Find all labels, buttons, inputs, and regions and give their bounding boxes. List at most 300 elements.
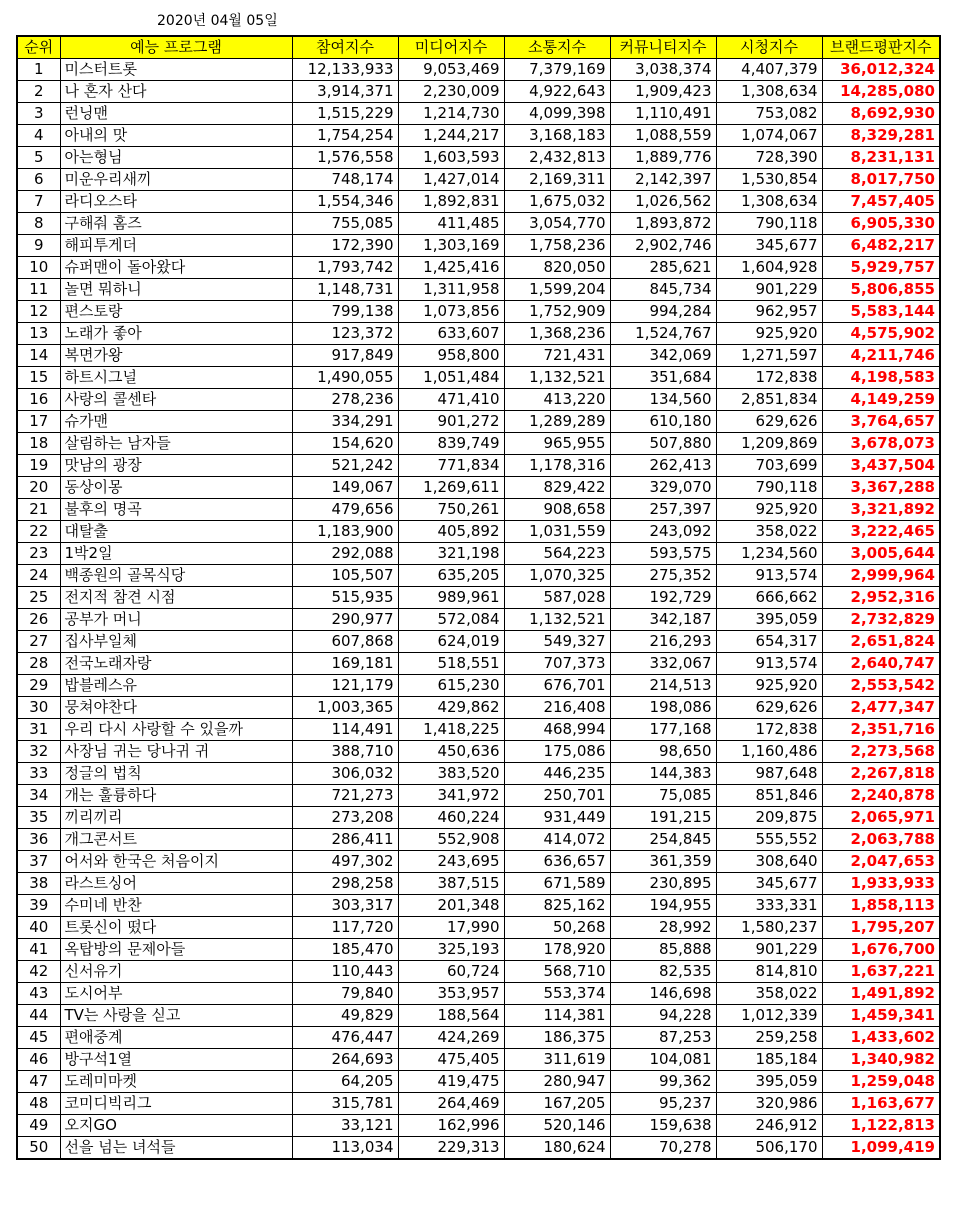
participation-cell: 1,003,365 <box>292 697 398 719</box>
brand-index-cell: 8,231,131 <box>822 147 940 169</box>
community-cell: 87,253 <box>610 1027 716 1049</box>
brand-index-cell: 2,553,542 <box>822 675 940 697</box>
brand-index-cell: 1,340,982 <box>822 1049 940 1071</box>
communication-cell: 820,050 <box>504 257 610 279</box>
media-cell: 958,800 <box>398 345 504 367</box>
table-row <box>17 323 940 345</box>
table-row <box>17 213 940 235</box>
participation-cell: 1,576,558 <box>292 147 398 169</box>
participation-cell: 521,242 <box>292 455 398 477</box>
community-cell: 329,070 <box>610 477 716 499</box>
communication-cell: 414,072 <box>504 829 610 851</box>
communication-cell: 721,431 <box>504 345 610 367</box>
rank-cell: 41 <box>17 939 60 961</box>
viewership-cell: 395,059 <box>716 1071 822 1093</box>
communication-cell: 50,268 <box>504 917 610 939</box>
table-row <box>17 675 940 697</box>
table-row <box>17 763 940 785</box>
viewership-cell: 308,640 <box>716 851 822 873</box>
participation-cell: 105,507 <box>292 565 398 587</box>
participation-cell: 149,067 <box>292 477 398 499</box>
rank-cell: 12 <box>17 301 60 323</box>
rank-cell: 1 <box>17 59 60 81</box>
rank-cell: 11 <box>17 279 60 301</box>
participation-cell: 476,447 <box>292 1027 398 1049</box>
viewership-cell: 728,390 <box>716 147 822 169</box>
community-cell: 2,142,397 <box>610 169 716 191</box>
table-row <box>17 477 940 499</box>
program-name-cell: 1박2일 <box>60 543 292 565</box>
header-row <box>17 36 940 59</box>
community-cell: 351,684 <box>610 367 716 389</box>
participation-cell: 79,840 <box>292 983 398 1005</box>
community-cell: 1,110,491 <box>610 103 716 125</box>
communication-cell: 175,086 <box>504 741 610 763</box>
viewership-cell: 1,580,237 <box>716 917 822 939</box>
media-cell: 321,198 <box>398 543 504 565</box>
viewership-cell: 851,846 <box>716 785 822 807</box>
program-name-cell: 집사부일체 <box>60 631 292 653</box>
program-name-cell: 끼리끼리 <box>60 807 292 829</box>
table-row <box>17 367 940 389</box>
media-cell: 1,269,611 <box>398 477 504 499</box>
communication-cell: 446,235 <box>504 763 610 785</box>
viewership-cell: 395,059 <box>716 609 822 631</box>
community-cell: 342,069 <box>610 345 716 367</box>
brand-index-cell: 2,065,971 <box>822 807 940 829</box>
participation-cell: 33,121 <box>292 1115 398 1137</box>
program-name-cell: 라디오스타 <box>60 191 292 213</box>
program-name-cell: 놀면 뭐하니 <box>60 279 292 301</box>
program-name-cell: 아내의 맛 <box>60 125 292 147</box>
rank-cell: 43 <box>17 983 60 1005</box>
table-row <box>17 279 940 301</box>
program-name-cell: 나 혼자 산다 <box>60 81 292 103</box>
program-name-cell: 슈퍼맨이 돌아왔다 <box>60 257 292 279</box>
program-name-cell: 전국노래자랑 <box>60 653 292 675</box>
rank-cell: 6 <box>17 169 60 191</box>
media-cell: 552,908 <box>398 829 504 851</box>
community-cell: 1,524,767 <box>610 323 716 345</box>
rank-cell: 37 <box>17 851 60 873</box>
rank-cell: 29 <box>17 675 60 697</box>
media-cell: 201,348 <box>398 895 504 917</box>
rank-cell: 28 <box>17 653 60 675</box>
program-name-cell: 백종원의 골목식당 <box>60 565 292 587</box>
participation-cell: 497,302 <box>292 851 398 873</box>
media-cell: 1,303,169 <box>398 235 504 257</box>
media-cell: 572,084 <box>398 609 504 631</box>
brand-index-cell: 4,149,259 <box>822 389 940 411</box>
brand-index-cell: 3,222,465 <box>822 521 940 543</box>
table-row <box>17 499 940 521</box>
communication-cell: 553,374 <box>504 983 610 1005</box>
brand-index-cell: 1,122,813 <box>822 1115 940 1137</box>
communication-cell: 707,373 <box>504 653 610 675</box>
rank-cell: 24 <box>17 565 60 587</box>
participation-cell: 1,754,254 <box>292 125 398 147</box>
program-name-cell: 도레미마켓 <box>60 1071 292 1093</box>
brand-index-cell: 6,905,330 <box>822 213 940 235</box>
communication-cell: 114,381 <box>504 1005 610 1027</box>
program-name-cell: 오지GO <box>60 1115 292 1137</box>
program-name-cell: 구해줘 홈즈 <box>60 213 292 235</box>
media-cell: 424,269 <box>398 1027 504 1049</box>
table-row <box>17 895 940 917</box>
table-row <box>17 631 940 653</box>
program-name-cell: 사장님 귀는 당나귀 귀 <box>60 741 292 763</box>
community-cell: 194,955 <box>610 895 716 917</box>
table-row <box>17 411 940 433</box>
table-row <box>17 147 940 169</box>
community-cell: 1,889,776 <box>610 147 716 169</box>
brand-index-cell: 2,351,716 <box>822 719 940 741</box>
community-cell: 332,067 <box>610 653 716 675</box>
viewership-cell: 246,912 <box>716 1115 822 1137</box>
brand-index-cell: 2,952,316 <box>822 587 940 609</box>
program-name-cell: 어서와 한국은 처음이지 <box>60 851 292 873</box>
viewership-cell: 172,838 <box>716 367 822 389</box>
communication-cell: 549,327 <box>504 631 610 653</box>
rank-cell: 42 <box>17 961 60 983</box>
brand-index-cell: 1,858,113 <box>822 895 940 917</box>
community-cell: 146,698 <box>610 983 716 1005</box>
participation-cell: 12,133,933 <box>292 59 398 81</box>
rank-cell: 15 <box>17 367 60 389</box>
media-cell: 243,695 <box>398 851 504 873</box>
media-cell: 9,053,469 <box>398 59 504 81</box>
table-row <box>17 345 940 367</box>
media-cell: 633,607 <box>398 323 504 345</box>
media-cell: 450,636 <box>398 741 504 763</box>
viewership-cell: 913,574 <box>716 653 822 675</box>
brand-index-cell: 2,240,878 <box>822 785 940 807</box>
table-row <box>17 741 940 763</box>
viewership-cell: 814,810 <box>716 961 822 983</box>
brand-index-cell: 2,732,829 <box>822 609 940 631</box>
brand-index-cell: 2,273,568 <box>822 741 940 763</box>
program-name-cell: 불후의 명곡 <box>60 499 292 521</box>
participation-cell: 123,372 <box>292 323 398 345</box>
media-cell: 17,990 <box>398 917 504 939</box>
community-cell: 192,729 <box>610 587 716 609</box>
communication-cell: 280,947 <box>504 1071 610 1093</box>
community-cell: 144,383 <box>610 763 716 785</box>
community-cell: 1,909,423 <box>610 81 716 103</box>
communication-cell: 3,054,770 <box>504 213 610 235</box>
rank-cell: 13 <box>17 323 60 345</box>
brand-index-cell: 2,651,824 <box>822 631 940 653</box>
media-cell: 1,073,856 <box>398 301 504 323</box>
participation-cell: 169,181 <box>292 653 398 675</box>
media-cell: 1,311,958 <box>398 279 504 301</box>
rank-cell: 31 <box>17 719 60 741</box>
table-row <box>17 653 940 675</box>
participation-cell: 64,205 <box>292 1071 398 1093</box>
rank-cell: 22 <box>17 521 60 543</box>
rank-cell: 14 <box>17 345 60 367</box>
viewership-cell: 1,530,854 <box>716 169 822 191</box>
table-row <box>17 917 940 939</box>
col-header-participation: 참여지수 <box>292 36 398 59</box>
communication-cell: 908,658 <box>504 499 610 521</box>
participation-cell: 114,491 <box>292 719 398 741</box>
viewership-cell: 4,407,379 <box>716 59 822 81</box>
community-cell: 94,228 <box>610 1005 716 1027</box>
brand-index-cell: 4,198,583 <box>822 367 940 389</box>
brand-index-cell: 2,267,818 <box>822 763 940 785</box>
program-name-cell: 우리 다시 사랑할 수 있을까 <box>60 719 292 741</box>
brand-index-cell: 1,676,700 <box>822 939 940 961</box>
media-cell: 475,405 <box>398 1049 504 1071</box>
media-cell: 839,749 <box>398 433 504 455</box>
program-name-cell: 옥탑방의 문제아들 <box>60 939 292 961</box>
viewership-cell: 987,648 <box>716 763 822 785</box>
program-name-cell: 도시어부 <box>60 983 292 1005</box>
program-name-cell: 뭉쳐야찬다 <box>60 697 292 719</box>
media-cell: 518,551 <box>398 653 504 675</box>
viewership-cell: 2,851,834 <box>716 389 822 411</box>
participation-cell: 755,085 <box>292 213 398 235</box>
rank-cell: 46 <box>17 1049 60 1071</box>
rank-cell: 2 <box>17 81 60 103</box>
media-cell: 1,427,014 <box>398 169 504 191</box>
col-header-rank: 순위 <box>17 36 60 59</box>
communication-cell: 1,132,521 <box>504 609 610 631</box>
viewership-cell: 1,604,928 <box>716 257 822 279</box>
rank-cell: 49 <box>17 1115 60 1137</box>
program-name-cell: 대탈출 <box>60 521 292 543</box>
table-row <box>17 389 940 411</box>
brand-index-cell: 8,017,750 <box>822 169 940 191</box>
participation-cell: 172,390 <box>292 235 398 257</box>
brand-index-cell: 36,012,324 <box>822 59 940 81</box>
program-name-cell: 정글의 법칙 <box>60 763 292 785</box>
brand-reputation-table <box>16 35 941 1160</box>
participation-cell: 286,411 <box>292 829 398 851</box>
media-cell: 325,193 <box>398 939 504 961</box>
table-row <box>17 103 940 125</box>
media-cell: 162,996 <box>398 1115 504 1137</box>
brand-index-cell: 1,637,221 <box>822 961 940 983</box>
community-cell: 85,888 <box>610 939 716 961</box>
viewership-cell: 666,662 <box>716 587 822 609</box>
col-header-brand-index: 브랜드평판지수 <box>822 36 940 59</box>
table-row <box>17 1049 940 1071</box>
table-row <box>17 873 940 895</box>
program-name-cell: 슈가맨 <box>60 411 292 433</box>
community-cell: 198,086 <box>610 697 716 719</box>
viewership-cell: 555,552 <box>716 829 822 851</box>
media-cell: 750,261 <box>398 499 504 521</box>
program-name-cell: 밥블레스유 <box>60 675 292 697</box>
viewership-cell: 259,258 <box>716 1027 822 1049</box>
media-cell: 1,051,484 <box>398 367 504 389</box>
participation-cell: 290,977 <box>292 609 398 631</box>
table-row <box>17 785 940 807</box>
rank-cell: 48 <box>17 1093 60 1115</box>
rank-cell: 33 <box>17 763 60 785</box>
brand-index-cell: 1,491,892 <box>822 983 940 1005</box>
community-cell: 214,513 <box>610 675 716 697</box>
viewership-cell: 1,209,869 <box>716 433 822 455</box>
communication-cell: 4,922,643 <box>504 81 610 103</box>
rank-cell: 3 <box>17 103 60 125</box>
communication-cell: 250,701 <box>504 785 610 807</box>
rank-cell: 20 <box>17 477 60 499</box>
table-row <box>17 1071 940 1093</box>
community-cell: 275,352 <box>610 565 716 587</box>
brand-index-cell: 2,063,788 <box>822 829 940 851</box>
communication-cell: 3,168,183 <box>504 125 610 147</box>
participation-cell: 1,515,229 <box>292 103 398 125</box>
communication-cell: 1,289,289 <box>504 411 610 433</box>
program-name-cell: 개그콘서트 <box>60 829 292 851</box>
participation-cell: 303,317 <box>292 895 398 917</box>
community-cell: 342,187 <box>610 609 716 631</box>
program-name-cell: 라스트싱어 <box>60 873 292 895</box>
viewership-cell: 901,229 <box>716 279 822 301</box>
community-cell: 75,085 <box>610 785 716 807</box>
community-cell: 257,397 <box>610 499 716 521</box>
brand-index-cell: 6,482,217 <box>822 235 940 257</box>
communication-cell: 1,752,909 <box>504 301 610 323</box>
rank-cell: 9 <box>17 235 60 257</box>
media-cell: 615,230 <box>398 675 504 697</box>
participation-cell: 388,710 <box>292 741 398 763</box>
rank-cell: 27 <box>17 631 60 653</box>
brand-index-cell: 5,806,855 <box>822 279 940 301</box>
community-cell: 28,992 <box>610 917 716 939</box>
participation-cell: 334,291 <box>292 411 398 433</box>
rank-cell: 45 <box>17 1027 60 1049</box>
viewership-cell: 913,574 <box>716 565 822 587</box>
media-cell: 188,564 <box>398 1005 504 1027</box>
community-cell: 243,092 <box>610 521 716 543</box>
participation-cell: 298,258 <box>292 873 398 895</box>
program-name-cell: 하트시그널 <box>60 367 292 389</box>
communication-cell: 1,675,032 <box>504 191 610 213</box>
program-name-cell: 편스토랑 <box>60 301 292 323</box>
rank-cell: 30 <box>17 697 60 719</box>
table-row <box>17 125 940 147</box>
rank-cell: 26 <box>17 609 60 631</box>
communication-cell: 676,701 <box>504 675 610 697</box>
media-cell: 989,961 <box>398 587 504 609</box>
viewership-cell: 358,022 <box>716 521 822 543</box>
community-cell: 159,638 <box>610 1115 716 1137</box>
participation-cell: 1,554,346 <box>292 191 398 213</box>
program-name-cell: 트롯신이 떴다 <box>60 917 292 939</box>
communication-cell: 965,955 <box>504 433 610 455</box>
participation-cell: 315,781 <box>292 1093 398 1115</box>
media-cell: 901,272 <box>398 411 504 433</box>
participation-cell: 278,236 <box>292 389 398 411</box>
report-date: 2020년 04월 05일 <box>157 13 278 29</box>
col-header-communication: 소통지수 <box>504 36 610 59</box>
brand-index-cell: 1,259,048 <box>822 1071 940 1093</box>
communication-cell: 1,758,236 <box>504 235 610 257</box>
communication-cell: 1,132,521 <box>504 367 610 389</box>
media-cell: 1,214,730 <box>398 103 504 125</box>
media-cell: 1,418,225 <box>398 719 504 741</box>
participation-cell: 1,183,900 <box>292 521 398 543</box>
community-cell: 99,362 <box>610 1071 716 1093</box>
table-row <box>17 1115 940 1137</box>
participation-cell: 121,179 <box>292 675 398 697</box>
brand-index-cell: 7,457,405 <box>822 191 940 213</box>
rank-cell: 36 <box>17 829 60 851</box>
communication-cell: 564,223 <box>504 543 610 565</box>
program-name-cell: 동상이몽 <box>60 477 292 499</box>
table-row <box>17 961 940 983</box>
col-header-viewership: 시청지수 <box>716 36 822 59</box>
community-cell: 104,081 <box>610 1049 716 1071</box>
rank-cell: 17 <box>17 411 60 433</box>
rank-cell: 7 <box>17 191 60 213</box>
table-row <box>17 829 940 851</box>
viewership-cell: 654,317 <box>716 631 822 653</box>
community-cell: 82,535 <box>610 961 716 983</box>
community-cell: 3,038,374 <box>610 59 716 81</box>
viewership-cell: 209,875 <box>716 807 822 829</box>
rank-cell: 47 <box>17 1071 60 1093</box>
brand-index-cell: 1,933,933 <box>822 873 940 895</box>
col-header-program: 예능 프로그램 <box>60 36 292 59</box>
community-cell: 1,088,559 <box>610 125 716 147</box>
viewership-cell: 901,229 <box>716 939 822 961</box>
media-cell: 264,469 <box>398 1093 504 1115</box>
community-cell: 994,284 <box>610 301 716 323</box>
rank-cell: 4 <box>17 125 60 147</box>
media-cell: 2,230,009 <box>398 81 504 103</box>
media-cell: 471,410 <box>398 389 504 411</box>
brand-index-cell: 3,367,288 <box>822 477 940 499</box>
media-cell: 60,724 <box>398 961 504 983</box>
brand-index-cell: 8,329,281 <box>822 125 940 147</box>
community-cell: 134,560 <box>610 389 716 411</box>
brand-index-cell: 3,437,504 <box>822 455 940 477</box>
communication-cell: 4,099,398 <box>504 103 610 125</box>
viewership-cell: 1,074,067 <box>716 125 822 147</box>
viewership-cell: 753,082 <box>716 103 822 125</box>
program-name-cell: 선을 넘는 녀석들 <box>60 1137 292 1160</box>
viewership-cell: 925,920 <box>716 323 822 345</box>
rank-cell: 19 <box>17 455 60 477</box>
participation-cell: 721,273 <box>292 785 398 807</box>
communication-cell: 825,162 <box>504 895 610 917</box>
table-row <box>17 697 940 719</box>
participation-cell: 748,174 <box>292 169 398 191</box>
rank-cell: 44 <box>17 1005 60 1027</box>
brand-index-cell: 4,575,902 <box>822 323 940 345</box>
viewership-cell: 629,626 <box>716 697 822 719</box>
media-cell: 1,425,416 <box>398 257 504 279</box>
brand-index-cell: 2,477,347 <box>822 697 940 719</box>
viewership-cell: 925,920 <box>716 499 822 521</box>
media-cell: 229,313 <box>398 1137 504 1160</box>
program-name-cell: 런닝맨 <box>60 103 292 125</box>
table-row <box>17 1137 940 1160</box>
participation-cell: 49,829 <box>292 1005 398 1027</box>
table-row <box>17 587 940 609</box>
program-name-cell: 복면가왕 <box>60 345 292 367</box>
viewership-cell: 1,308,634 <box>716 191 822 213</box>
table-row <box>17 719 940 741</box>
program-name-cell: 미스터트롯 <box>60 59 292 81</box>
communication-cell: 671,589 <box>504 873 610 895</box>
brand-index-cell: 1,433,602 <box>822 1027 940 1049</box>
